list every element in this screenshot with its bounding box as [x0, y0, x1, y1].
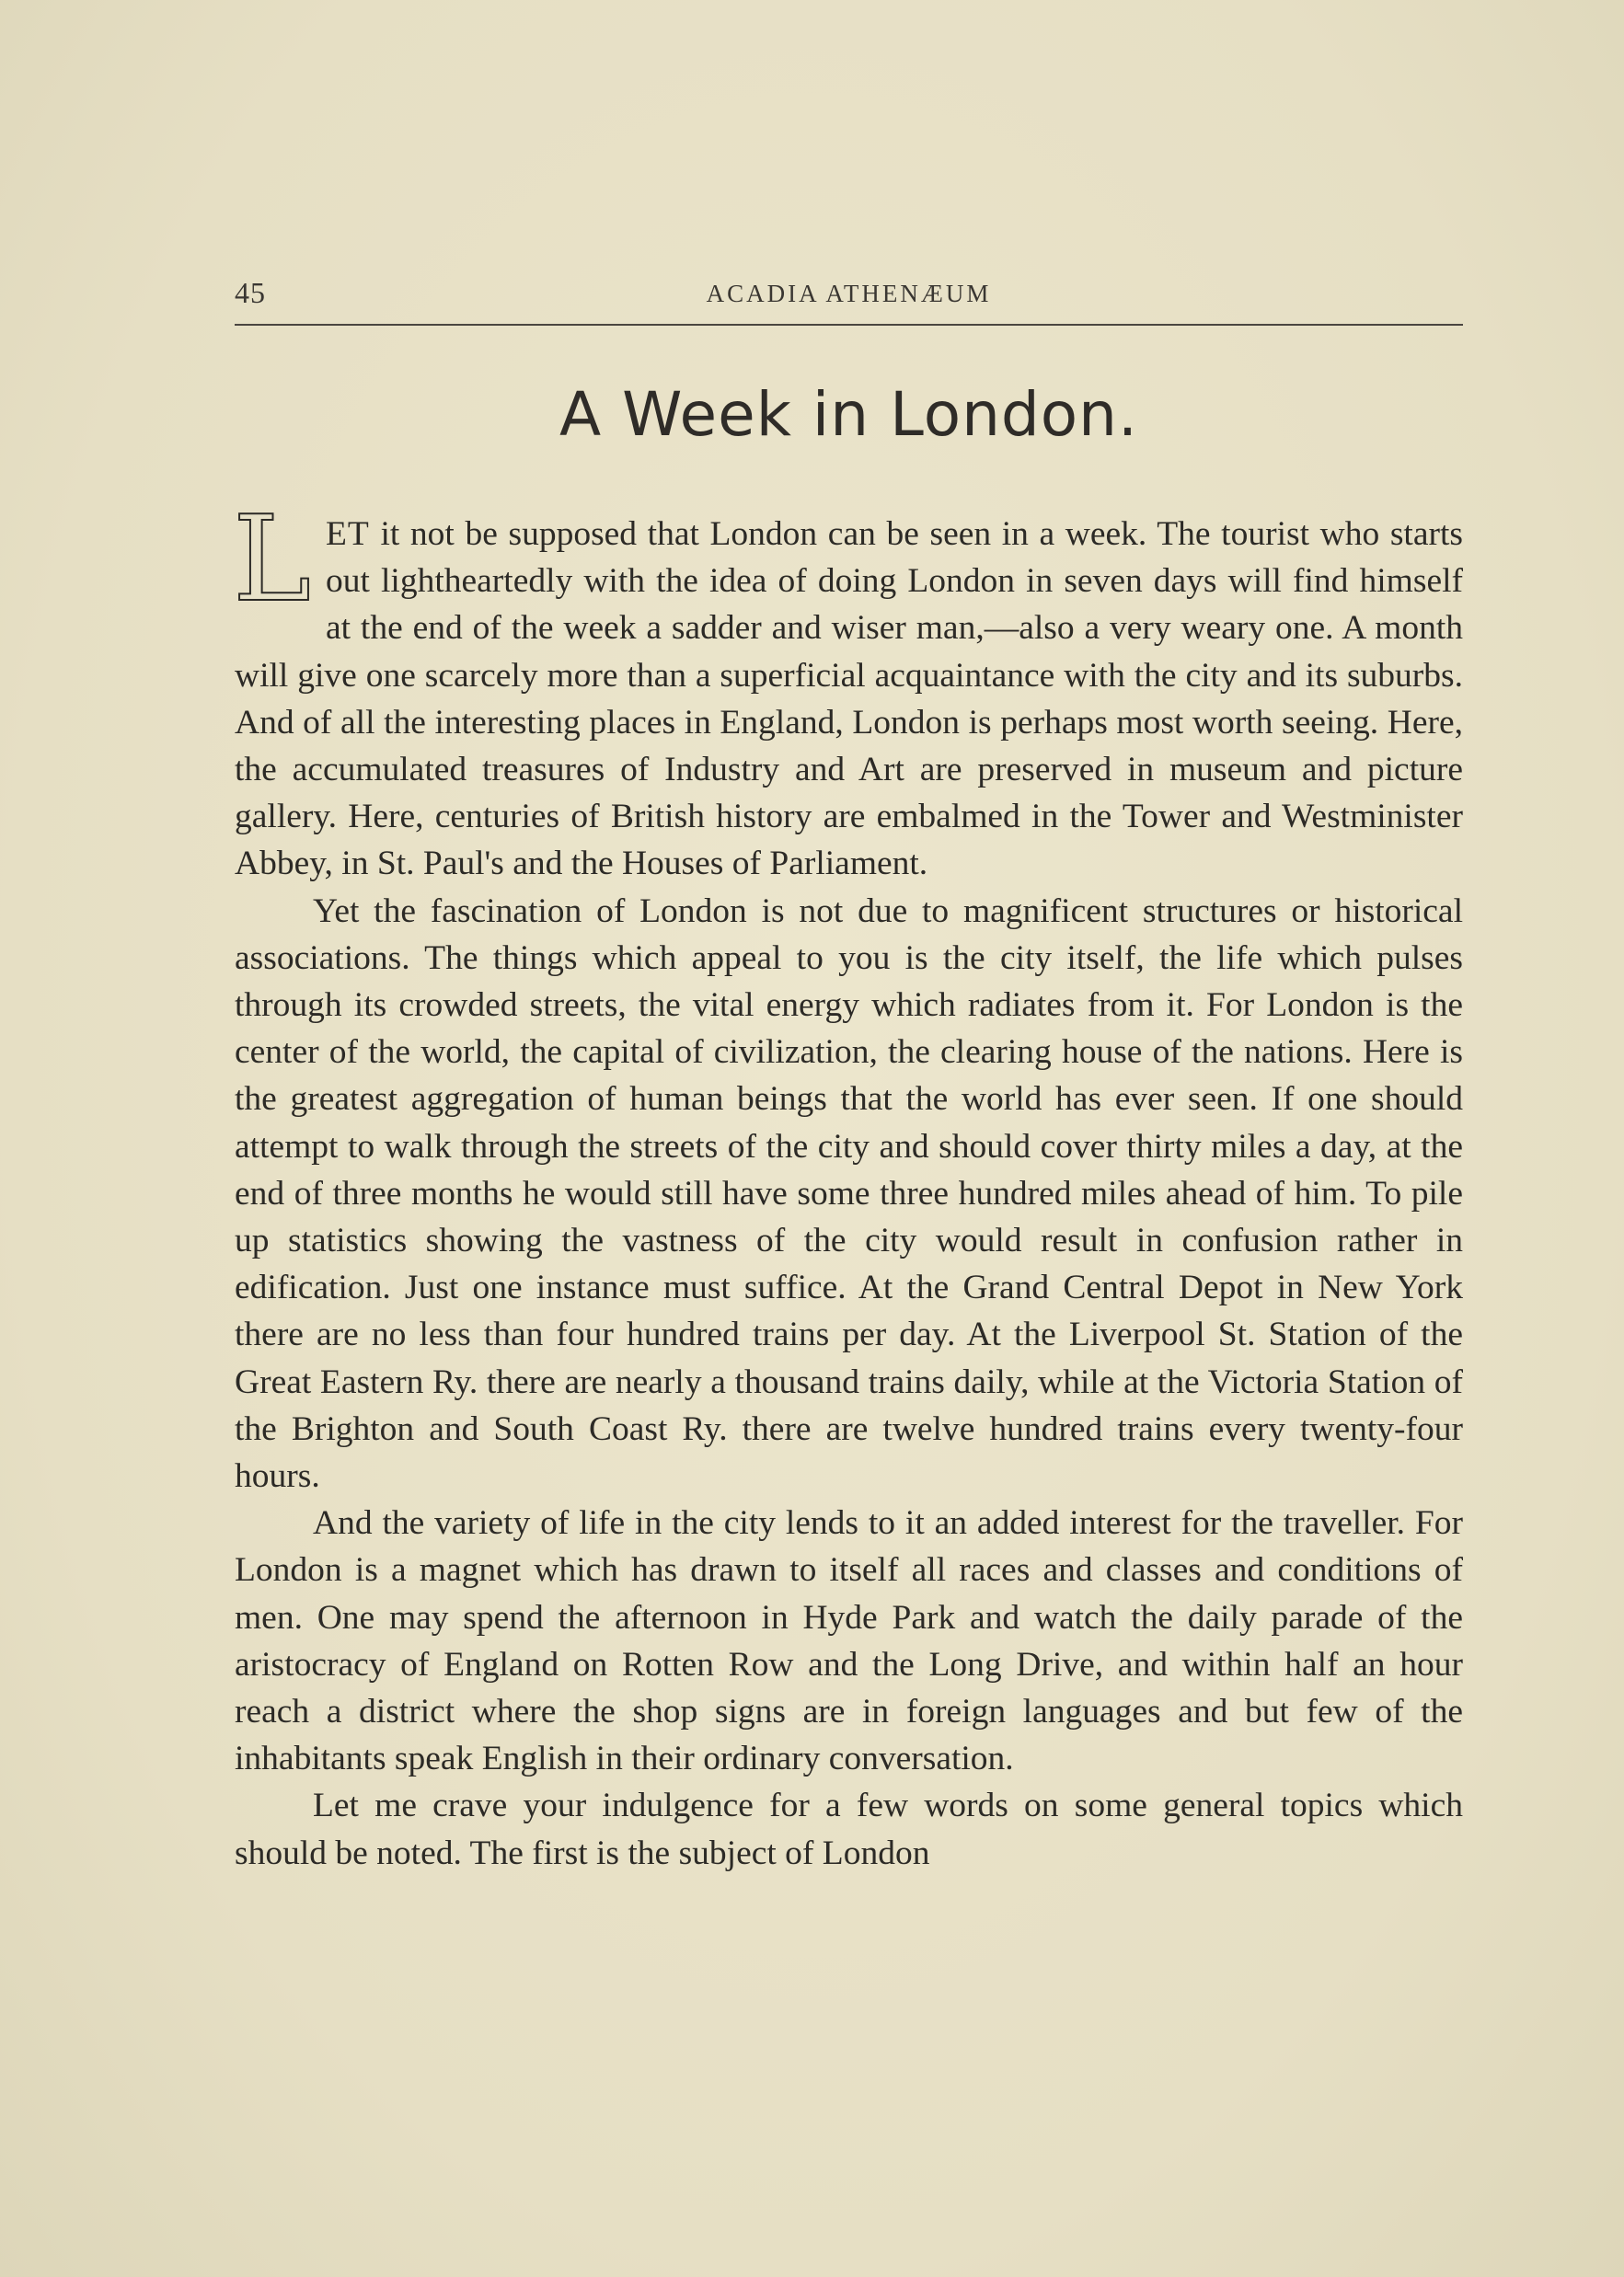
article-title: A Week in London. [559, 379, 1138, 450]
journal-name: ACADIA ATHENÆUM [706, 280, 992, 307]
article-body [233, 491, 1463, 1877]
running-head [235, 272, 1463, 316]
lead-caps: ET [326, 515, 370, 553]
paragraph-1 [233, 491, 1463, 888]
header-rule [235, 324, 1463, 326]
page-number: 45 [235, 276, 266, 309]
paragraph-1-text: it not be supposed that London can be seen in a week. The tourist who starts out lightheartedly with the idea of doing London in seven days will find himself at the end of the week a sadder and wiser man,—also a very weary one. A month will give one scarcely more than a superficial acquaintance with the city and its suburbs. And of all the interesting places in England, London is perhaps most worth seeing. Here, the accumulated treasures of Industry and Art are preserved in museum and picture gallery. Here, centuries of British history are embalmed in the Tower and Westminister Abbey, in St. Paul's and the Houses of Parliament. [235, 515, 1463, 883]
paragraph-3: And the variety of life in the city lends to it an added interest for the traveller. For London is a magnet which has drawn to itself all races and classes and conditions of men. One may spend the afternoon in Hyde Park and watch the daily parade of the aristocracy of England on Rotten Row and the Long Drive, and within half an hour reach a district where the shop signs are in foreign languages and but few of the inhabitants speak English in their ordinary conversation. [235, 1504, 1463, 1778]
paragraph-4: Let me crave your indulgence for a few words on some general topics which should be noted. The first is the subject of London [235, 1787, 1463, 1872]
paragraph-2: Yet the fascination of London is not due to magnificent structures or historical associations. The things which appeal to you is the city itself, the life which pulses through its crowded streets, the vital energy which radiates from it. For London is the center of the world, the capital of civilization, the clearing house of the nations. Here is the greatest aggregation of human beings that the world has ever seen. If one should attempt to walk through the streets of the city and should cover thirty miles a day, at the end of three months he would still have some three hundred miles ahead of him. To pile up statistics showing the vastness of the city would result in confusion rather in edification. Just one instance must suffice. At the Grand Central Depot in New York there are no less than four hundred trains per day. At the Liverpool St. Station of the Great Eastern Ry. there are nearly a thousand trains daily, while at the Victoria Station of the Brighton and South Coast Ry. there are twelve hundred trains every twenty-four hours. [235, 891, 1463, 1496]
drop-cap: L [233, 491, 311, 628]
